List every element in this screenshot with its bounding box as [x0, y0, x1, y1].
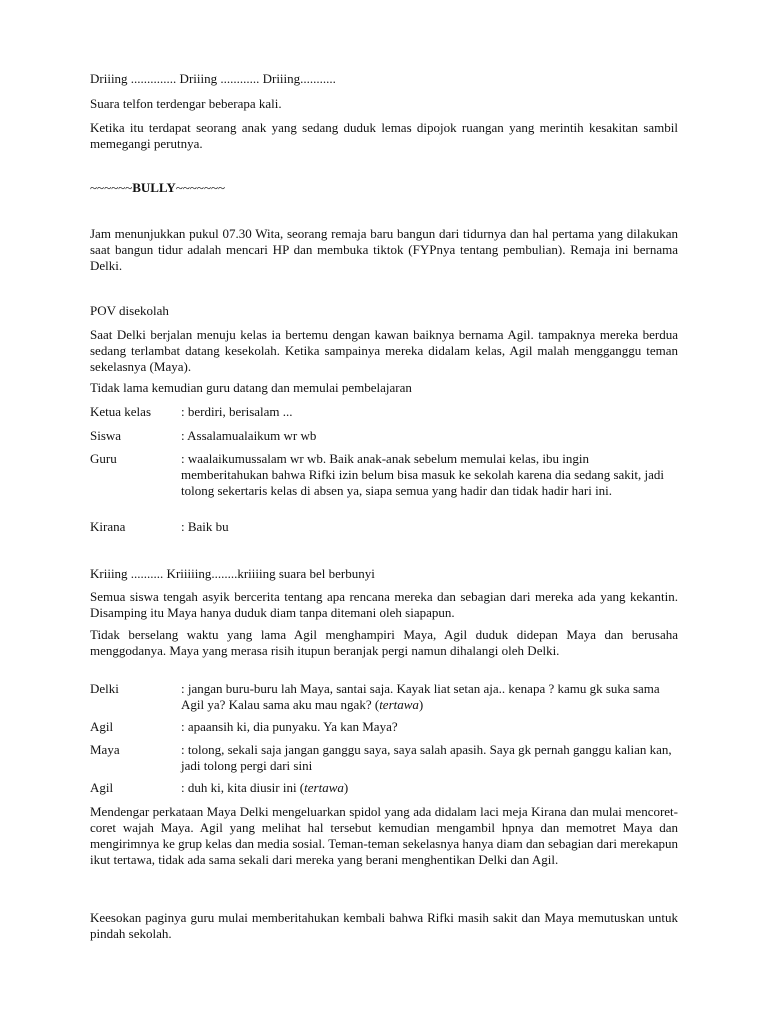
dialogue-speaker: Kirana [90, 519, 126, 534]
dialogue-speaker: Ketua kelas [90, 404, 152, 419]
dialogue-line: : tolong, sekali saja jangan ganggu saya, saya salah apasih. Saya gk pernah ganggu kalian kan, jadi tolong pergi dari sini [181, 742, 672, 773]
dialogue-speaker: Siswa [90, 428, 122, 443]
dialogue-line [181, 780, 679, 796]
dialogue-line: : apaansih ki, dia punyaku. Ya kan Maya? [181, 719, 398, 734]
pov-heading: POV disekolah [90, 303, 169, 318]
title-prefix: ~~~~~~ [90, 180, 133, 195]
dialogue-text: : jangan buru-buru lah Maya, santai saja. Kayak liat setan aja.. kenapa ? kamu gk suka sama Agil ya? Kalau sama aku mau ngak? ( [181, 681, 660, 712]
teacher-arrives-line: Tidak lama kemudian guru datang dan memulai pembelajaran [90, 380, 412, 395]
intro-paragraph: Ketika itu terdapat seorang anak yang sedang duduk lemas dipojok ruangan yang merintih kesakitan sambil memegangi perutnya. [90, 120, 678, 151]
school-paragraph: Saat Delki berjalan menuju kelas ia bertemu dengan kawan baiknya bernama Agil. tampaknya mereka berdua sedang terlambat datang kesekolah. Ketika sampainya mereka didalam kelas, Agil malah mengganggu teman sekelasnya (Maya). [90, 327, 678, 374]
dialogue-text: : duh ki, kita diusir ini ( [181, 780, 305, 795]
ending-paragraph: Keesokan paginya guru mulai memberitahukan kembali bahwa Rifki masih sakit dan Maya memutuskan untuk pindah sekolah. [90, 910, 678, 941]
dialogue-aside: tertawa [304, 780, 344, 795]
morning-paragraph: Jam menunjukkan pukul 07.30 Wita, seorang remaja baru bangun dari tidurnya dan hal pertama yang dilakukan saat bangun tidur adalah mencari HP dan membuka tiktok (FYPnya tentang pembulian). Remaja ini bernama Delki. [90, 226, 678, 273]
phone-sound-line: Suara telfon terdengar beberapa kali. [90, 96, 282, 111]
dialogue-line: : berdiri, berisalam ... [181, 404, 293, 419]
dialogue-speaker: Guru [90, 451, 117, 466]
agil-paragraph: Tidak berselang waktu yang lama Agil menghampiri Maya, Agil duduk didepan Maya dan berusaha menggodanya. Maya yang merasa risih itupun beranjak pergi namun dihalangi oleh Delki. [90, 627, 678, 658]
dialogue-speaker: Delki [90, 681, 119, 696]
dialogue-close: ) [343, 780, 349, 795]
break-paragraph: Semua siswa tengah asyik bercerita tentang apa rencana mereka dan sebagian dari mereka ada yang kekantin. Disamping itu Maya hanya duduk diam tanpa ditemani oleh siapapun. [90, 589, 678, 620]
dialogue-line [181, 681, 679, 713]
bell-line: Kriiing .......... Kriiiiing........kriiiing suara bel berbunyi [90, 566, 375, 581]
dialogue-line: : Assalamualaikum wr wb [181, 428, 317, 443]
dialogue-line: : Baik bu [181, 519, 229, 534]
ringing-line: Driiing .............. Driiing ............ Driiing........... [90, 71, 336, 86]
dialogue-close: ) [418, 697, 424, 712]
dialogue-speaker: Maya [90, 742, 120, 757]
mocking-paragraph: Mendengar perkataan Maya Delki mengeluarkan spidol yang ada didalam laci meja Kirana dan mulai mencoret-coret wajah Maya. Agil yang melihat hal tersebut kemudian mengambil hpnya dan memotret Maya dan mengirimnya ke grup kelas dan media sosial. Teman-teman sekelasnya hanya diam dan sebagian dari merekapun ikut tertawa, tidak ada sama sekali dari mereka yang berani menghentikan Delki dan Agil. [90, 804, 678, 867]
story-title [90, 180, 678, 196]
title-text: BULLY [132, 180, 176, 195]
dialogue-speaker: Agil [90, 780, 114, 795]
title-suffix: ~~~~~~~ [175, 180, 226, 195]
dialogue-line: : waalaikumussalam wr wb. Baik anak-anak sebelum memulai kelas, ibu ingin memberitahukan bahwa Rifki izin belum bisa masuk ke sekolah karena dia sedang sakit, jadi tolong sekertaris kelas di absen ya, siapa semua yang hadir dan tidak hadir hari ini. [181, 451, 665, 498]
dialogue-aside: tertawa [379, 697, 419, 712]
dialogue-speaker: Agil [90, 719, 114, 734]
